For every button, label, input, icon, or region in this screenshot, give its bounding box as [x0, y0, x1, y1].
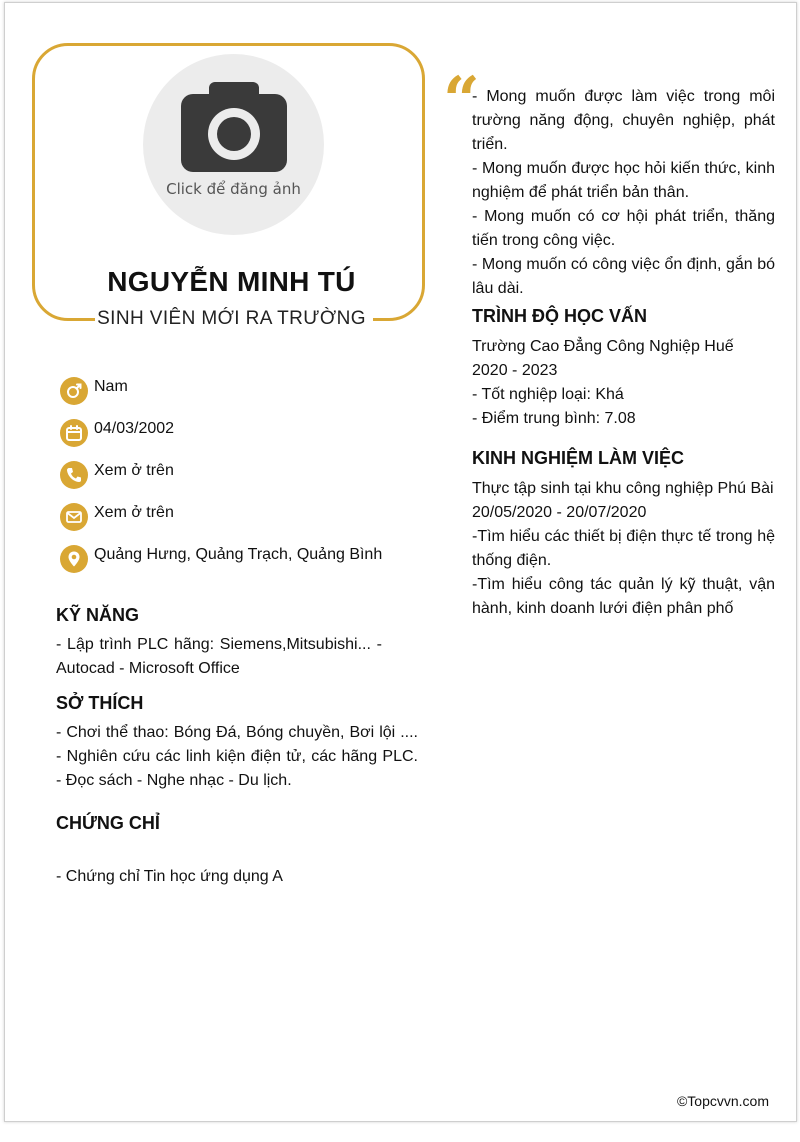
- education-period: 2020 - 2023: [472, 362, 558, 379]
- certificate-item: - Chứng chỉ Tin học ứng dụng A: [56, 868, 283, 885]
- contact-birthday: [60, 418, 174, 448]
- candidate-title: SINH VIÊN MỚI RA TRƯỜNG: [97, 308, 366, 329]
- email-value: Xem ở trên: [94, 504, 174, 521]
- experience-position: Thực tập sinh tại khu công nghiệp Phú Bài: [472, 480, 774, 497]
- skills-text: - Lập trình PLC hãng: Siemens,Mitsubishi... - Autocad - Microsoft Office: [56, 636, 382, 677]
- experience-heading: KINH NGHIỆM LÀM VIỆC: [472, 448, 685, 468]
- experience-period: 20/05/2020 - 20/07/2020: [472, 504, 647, 521]
- contact-phone: [60, 460, 174, 490]
- education-grade: - Tốt nghiệp loại: Khá: [472, 386, 624, 403]
- footer-copyright: ©Topcvvn.com: [676, 1093, 769, 1109]
- objective-item-1: - Mong muốn được làm việc trong môi trường năng động, chuyên nghiệp, phát triển.: [472, 88, 775, 153]
- avatar-upload[interactable]: [143, 54, 324, 235]
- birthday-value: 04/03/2002: [94, 420, 175, 437]
- envelope-icon: [60, 503, 88, 531]
- skills-heading: KỸ NĂNG: [56, 605, 140, 625]
- phone-icon: [60, 461, 88, 489]
- education-school: Trường Cao Đẳng Công Nghiệp Huế: [472, 338, 734, 355]
- address-value: Quảng Hưng, Quảng Trạch, Quảng Bình: [94, 546, 383, 563]
- experience-duty-2: -Tìm hiểu công tác quản lý kỹ thuật, vận hành, kinh doanh lưới điện phân phố: [472, 576, 775, 617]
- contact-gender: [60, 376, 128, 406]
- phone-value: Xem ở trên: [94, 462, 174, 479]
- certificates-heading: CHỨNG CHỈ: [56, 813, 160, 833]
- avatar-upload-caption: Click để đăng ảnh: [166, 180, 301, 198]
- location-pin-icon: [60, 545, 88, 573]
- hobbies-heading: SỞ THÍCH: [56, 693, 144, 713]
- profile-card: [32, 43, 425, 329]
- camera-icon: [179, 80, 289, 176]
- candidate-name: NGUYỄN MINH TÚ: [107, 266, 356, 297]
- contact-address: [60, 544, 382, 574]
- experience-duty-1: -Tìm hiểu các thiết bị điện thực tế trong hệ thống điện.: [472, 528, 775, 569]
- gender-icon: [60, 377, 88, 405]
- objective-item-3: - Mong muốn có cơ hội phát triển, thăng tiến trong công việc.: [472, 208, 775, 249]
- contact-email: [60, 502, 174, 532]
- quote-icon: “: [443, 63, 480, 138]
- education-heading: TRÌNH ĐỘ HỌC VẤN: [472, 306, 647, 326]
- hobbies-text: - Chơi thể thao: Bóng Đá, Bóng chuyền, Bơi lội .... - Nghiên cứu các linh kiện điện tử, các hãng PLC. - Đọc sách - Nghe nhạc - Du lịch.: [56, 724, 418, 789]
- education-gpa: - Điểm trung bình: 7.08: [472, 410, 636, 427]
- objective-item-4: - Mong muốn có công việc ổn định, gắn bó lâu dài.: [472, 256, 775, 297]
- calendar-icon: [60, 419, 88, 447]
- cv-page: [4, 2, 797, 1122]
- objective-item-2: - Mong muốn được học hỏi kiến thức, kinh nghiệm để phát triển bản thân.: [472, 160, 775, 201]
- gender-value: Nam: [94, 378, 128, 395]
